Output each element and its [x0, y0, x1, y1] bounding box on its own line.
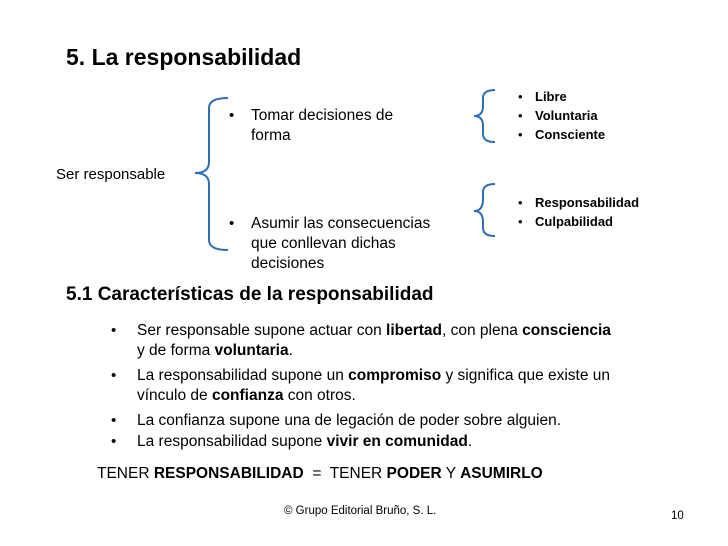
- quality-item: [518, 87, 605, 106]
- section-title: 5.1 Características de la responsabilidad: [66, 284, 434, 305]
- quality-item: [518, 193, 640, 212]
- bullet: •: [518, 195, 523, 210]
- page-title: 5. La responsabilidad: [66, 44, 302, 70]
- list-item-line: Ser responsable supone actuar con libertad, con plena consciencia: [137, 322, 611, 339]
- bullet: •: [229, 215, 235, 232]
- quality-voluntaria: Voluntaria: [535, 108, 598, 123]
- bullet: •: [111, 322, 117, 339]
- main-bracket: [195, 98, 228, 250]
- diagram-root-label: Ser responsable: [56, 166, 166, 183]
- lower-bracket: [474, 184, 495, 236]
- bullet: •: [518, 127, 523, 142]
- quality-item: [518, 106, 605, 125]
- quality-responsabilidad: Responsabilidad: [535, 195, 640, 210]
- equation-line: TENER RESPONSABILIDAD = TENER PODER Y ASUMIRLO: [97, 465, 543, 482]
- branch-1-line-2: forma: [251, 127, 291, 144]
- quality-consciente: Consciente: [535, 127, 606, 142]
- branch-2-text: [229, 214, 431, 274]
- quality-item: [518, 125, 606, 144]
- branch-1-text: [229, 106, 394, 146]
- qualities-list-1: [518, 87, 606, 144]
- list-item-line: La confianza supone una de legación de poder sobre alguien.: [137, 412, 561, 429]
- bullet: •: [111, 412, 117, 429]
- list-item: [111, 432, 473, 452]
- bullet: •: [518, 214, 523, 229]
- list-item: [111, 411, 561, 431]
- bullet: •: [518, 108, 523, 123]
- list-item-line: La responsabilidad supone un compromiso y significa que existe un: [137, 367, 611, 384]
- bullet: •: [111, 367, 117, 384]
- list-item: [111, 366, 611, 406]
- quality-libre: Libre: [535, 89, 567, 104]
- qualities-list-2: [518, 193, 640, 231]
- bullet: •: [229, 107, 235, 124]
- quality-culpabilidad: Culpabilidad: [535, 214, 613, 229]
- upper-bracket: [474, 90, 495, 142]
- list-item-line: y de forma voluntaria.: [137, 342, 293, 359]
- quality-item: [518, 212, 639, 231]
- footer-copyright: © Grupo Editorial Bruño, S. L.: [284, 505, 437, 517]
- bullet: •: [111, 433, 117, 450]
- branch-2-line-3: decisiones: [251, 255, 325, 272]
- list-item-line: La responsabilidad supone vivir en comunidad.: [137, 433, 473, 450]
- list-item-line: vínculo de confianza con otros.: [137, 387, 356, 404]
- list-item: [111, 321, 611, 361]
- bullet: •: [518, 89, 523, 104]
- page-number: 10: [671, 510, 684, 522]
- branch-2-line-2: que conllevan dichas: [251, 235, 396, 252]
- branch-1-line-1: Tomar decisiones de: [251, 107, 394, 124]
- branch-2-line-1: Asumir las consecuencias: [251, 215, 431, 232]
